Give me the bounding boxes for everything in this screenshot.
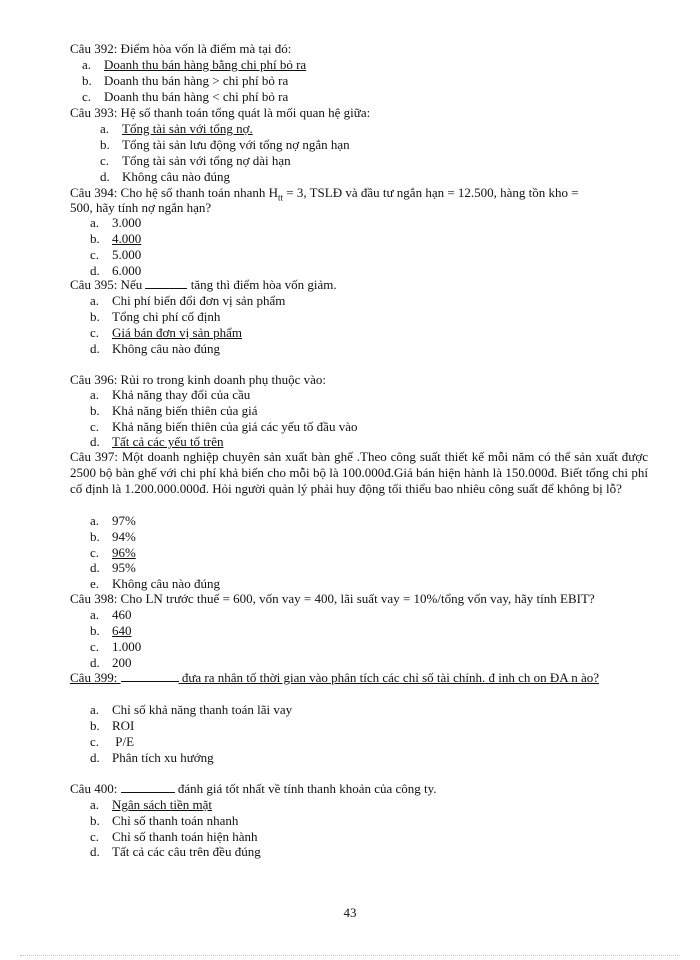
q393-option-a: a. Tổng tài sản với tổng nợ. [100,121,253,136]
q397-option-c: c. 96% [90,545,136,560]
q397-option-d: d. 95% [90,560,136,575]
answer-blank [145,277,187,289]
q399-option-a: a. Chỉ số khả năng thanh toán lãi vay [90,702,293,717]
q400-option-c: c. Chỉ số thanh toán hiện hành [90,829,258,844]
q392-option-c: c. Doanh thu bán hàng < chi phí bỏ ra [82,89,289,104]
q393-option-d: d. Không câu nào đúng [100,169,230,184]
q395-option-d: d. Không câu nào đúng [90,341,220,356]
question-400-stem: Câu 400: đánh giá tốt nhất về tính thanh khoản của công ty. [70,781,437,796]
q398-option-a: a. 460 [90,607,132,622]
q392-option-a: a. Doanh thu bán hàng bằng chi phí bỏ ra [82,57,307,72]
q400-option-a: a. Ngân sách tiền mặt [90,797,212,812]
question-397-stem: Câu 397: Một doanh nghiệp chuyên sản xuất bàn ghế .Theo công suất thiết kế mỗi năm có thể sản xuất được 2500 bộ bàn ghế với chi phí khả biến cho mỗi bộ là 100.000đ.Giá bán hiện hành là 150.000đ. Biết tổng chi phí cố định là 1.200.000.000đ. Hỏi người quản lý phải huy động tối thiểu bao nhiêu công suất để không bị lỗ? [70,449,648,496]
q397-option-b: b. 94% [90,529,136,544]
q398-option-d: d. 200 [90,655,132,670]
question-394-stem: Câu 394: Cho hệ số thanh toán nhanh $H_{tt} = 3$, TSLĐ và đầu tư ngắn hạn = 12.500, hàng tồn kho = [70,185,579,203]
answer-blank [121,670,179,682]
q394-option-a: a. 3.000 [90,215,142,230]
answer-blank [121,781,175,793]
q395-option-a: a. Chi phí biến đổi đơn vị sản phẩm [90,293,286,308]
q398-option-b: b. 640 [90,623,132,638]
q394-option-c: c. 5.000 [90,247,142,262]
q397-option-a: a. 97% [90,513,136,528]
q398-option-c: c. 1.000 [90,639,142,654]
q392-option-b: b. Doanh thu bán hàng > chi phí bỏ ra [82,73,289,88]
q399-option-c: c. P/E [90,734,135,749]
question-393-stem: Câu 393: Hệ số thanh toán tổng quát là mối quan hệ giữa: [70,105,371,120]
question-399-stem: Câu 399: đưa ra nhân tố thời gian vào phân tích các chỉ số tài chính. đ inh ch on ĐA n ào? [70,670,599,685]
page-bottom-divider [20,955,680,956]
question-392-stem: Câu 392: Điểm hòa vốn là điểm mà tại đó: [70,41,292,56]
q396-option-a: a. Khả năng thay đổi của cầu [90,387,251,402]
q394-option-b: b. 4.000 [90,231,142,246]
q396-option-d: d. Tất cả các yếu tố trên [90,434,224,449]
q399-option-b: b. ROI [90,718,135,733]
page-number: 43 [343,905,357,920]
q394-option-d: d. 6.000 [90,263,142,278]
q393-option-b: b. Tổng tài sản lưu động với tổng nợ ngắn hạn [100,137,350,152]
q396-option-b: b. Khả năng biến thiên của giá [90,403,258,418]
q400-option-d: d. Tất cả các câu trên đều đúng [90,844,261,859]
question-398-stem: Câu 398: Cho LN trước thuế = 600, vốn vay = 400, lãi suất vay = 10%/tổng vốn vay, hãy tính EBIT? [70,591,595,606]
q395-option-c: c. Giá bán đơn vị sản phẩm [90,325,242,340]
q397-option-e: e. Không câu nào đúng [90,576,220,591]
question-396-stem: Câu 396: Rủi ro trong kinh doanh phụ thuộc vào: [70,372,327,387]
q393-option-c: c. Tổng tài sản với tổng nợ dài hạn [100,153,291,168]
question-394-stem-line2: 500, hãy tính nợ ngắn hạn? [70,200,212,215]
question-395-stem: Câu 395: Nếu tăng thì điểm hòa vốn giảm. [70,277,337,292]
q400-option-b: b. Chỉ số thanh toán nhanh [90,813,239,828]
q395-option-b: b. Tổng chi phí cố định [90,309,221,324]
q396-option-c: c. Khả năng biến thiên của giá các yếu tố đầu vào [90,419,358,434]
q399-option-d: d. Phân tích xu hướng [90,750,214,765]
